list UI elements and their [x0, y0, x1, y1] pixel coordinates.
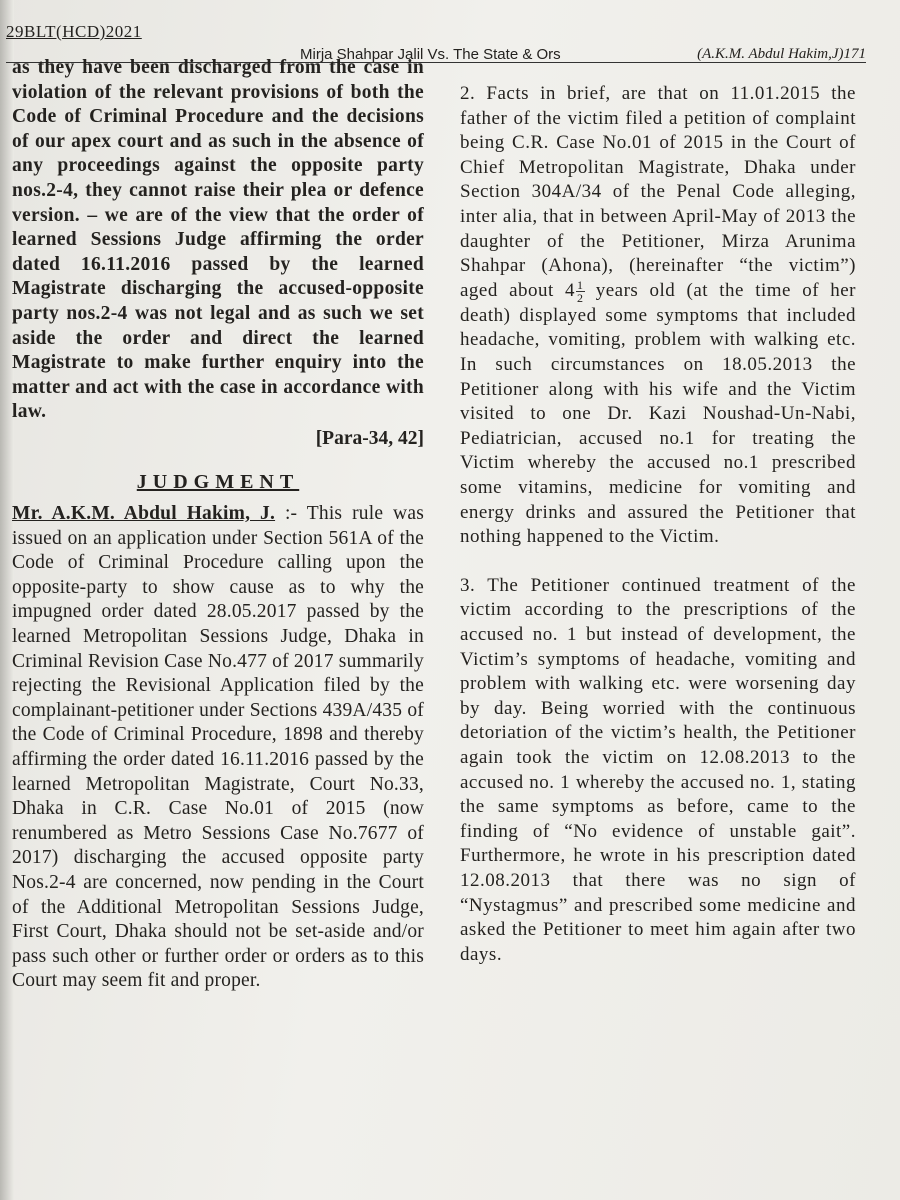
fraction-denominator: 2	[577, 290, 584, 305]
case-title: Mirja Shahpar Jalil Vs. The State & Ors	[300, 46, 561, 63]
fraction-half	[576, 279, 585, 304]
para2-text-before: 2. Facts in brief, are that on 11.01.2015 the father of the victim filed a petition of complaint being C.R. Case No.01 of 2015 in the Court of Chief Metropolitan Magistrate, Dhaka under Section 304A/34 of the Penal Code alleging, inter alia, that in between April-May of 2013 the daughter of the Petitioner, Mirza Arunima Shahpar (Ahona), (hereinafter “the victim”) aged about 4	[460, 83, 856, 301]
judgment-text: :- This rule was issued on an application under Section 561A of the Code of Criminal Procedure calling upon the opposite-party to show cause as to why the impugned order dated 28.05.2017 passed by the learned Metropolitan Sessions Judge, Dhaka in Criminal Revision Case No.477 of 2017 summarily rejecting the Revisional Application filed by the complainant-petitioner under Sections 439A/435 of the Code of Criminal Procedure, 1898 and thereby affirming the order dated 16.11.2016 passed by the learned Metropolitan Magistrate, Court No.33, Dhaka in C.R. Case No.01 of 2015 (now renumbered as Metro Sessions Case No.7677 of 2017) discharging the accused opposite party Nos.2-4 are concerned, now pending in the Court of the Additional Metropolitan Sessions Judge, First Court, Dhaka should not be set-aside and/or pass such other or further order or orders as to this Court may seem fit and proper.	[12, 503, 424, 992]
judgment-heading: JUDGMENT	[136, 470, 300, 493]
right-column	[460, 82, 856, 991]
paragraph-2	[460, 82, 856, 550]
paragraph-3: 3. The Petitioner continued treatment of the victim according to the prescriptions of the accused no. 1 but instead of development, the Victim’s symptoms of headache, vomiting and problem with walking etc. were worsening day by day. Being worried with the continuous detoriation of the victim’s health, the Petitioner again took the victim on 12.08.2013 to the accused no. 1 whereby the accused no. 1, stating the same symptoms as before, came to the finding of “No evidence of unstable gait”. Furthermore, he wrote in his prescription dated 12.08.2013 that there was no sign of “Nystagmus” and prescribed some medicine and asked the Petitioner to meet him again after two days.	[460, 574, 856, 965]
left-column	[12, 56, 424, 994]
headnote-summary: as they have been discharged from the case in violation of the relevant provisions of both the Code of Criminal Procedure and the decisions of our apex court and as such in the absence of any proceedings against the opposite party nos.2-4, they cannot raise their plea or defence version. – we are of the view that the order of learned Sessions Judge affirming the order dated 16.11.2016 passed by the learned Magistrate discharging the accused-opposite party nos.2-4 was not legal and as such we set aside the order and direct the learned Magistrate to make further enquiry into the matter and act with the case in accordance with law.	[12, 57, 424, 423]
para2-text-after: years old (at the time of her death) displayed some symptoms that included headache, vomiting, problem with walking etc. In such circumstances on 18.05.2013 the Petitioner along with his wife and the Victim visited to one Dr. Kazi Noushad-Un-Nabi, Pediatrician, accused no.1 for treating the Victim whereby the accused no.1 prescribed some vitamins, medicine for vomiting and energy drinks and assured the Petitioner that nothing happened to the Victim.	[460, 279, 856, 548]
judge-name: Mr. A.K.M. Abdul Hakim, J.	[12, 503, 276, 525]
citation: 29BLT(HCD)2021	[6, 22, 142, 41]
judge-page-number: (A.K.M. Abdul Hakim,J)171	[697, 46, 866, 62]
fraction-numerator: 1	[577, 277, 584, 292]
judgment-opening	[12, 502, 424, 994]
para-reference: [Para-34, 42]	[315, 427, 424, 449]
